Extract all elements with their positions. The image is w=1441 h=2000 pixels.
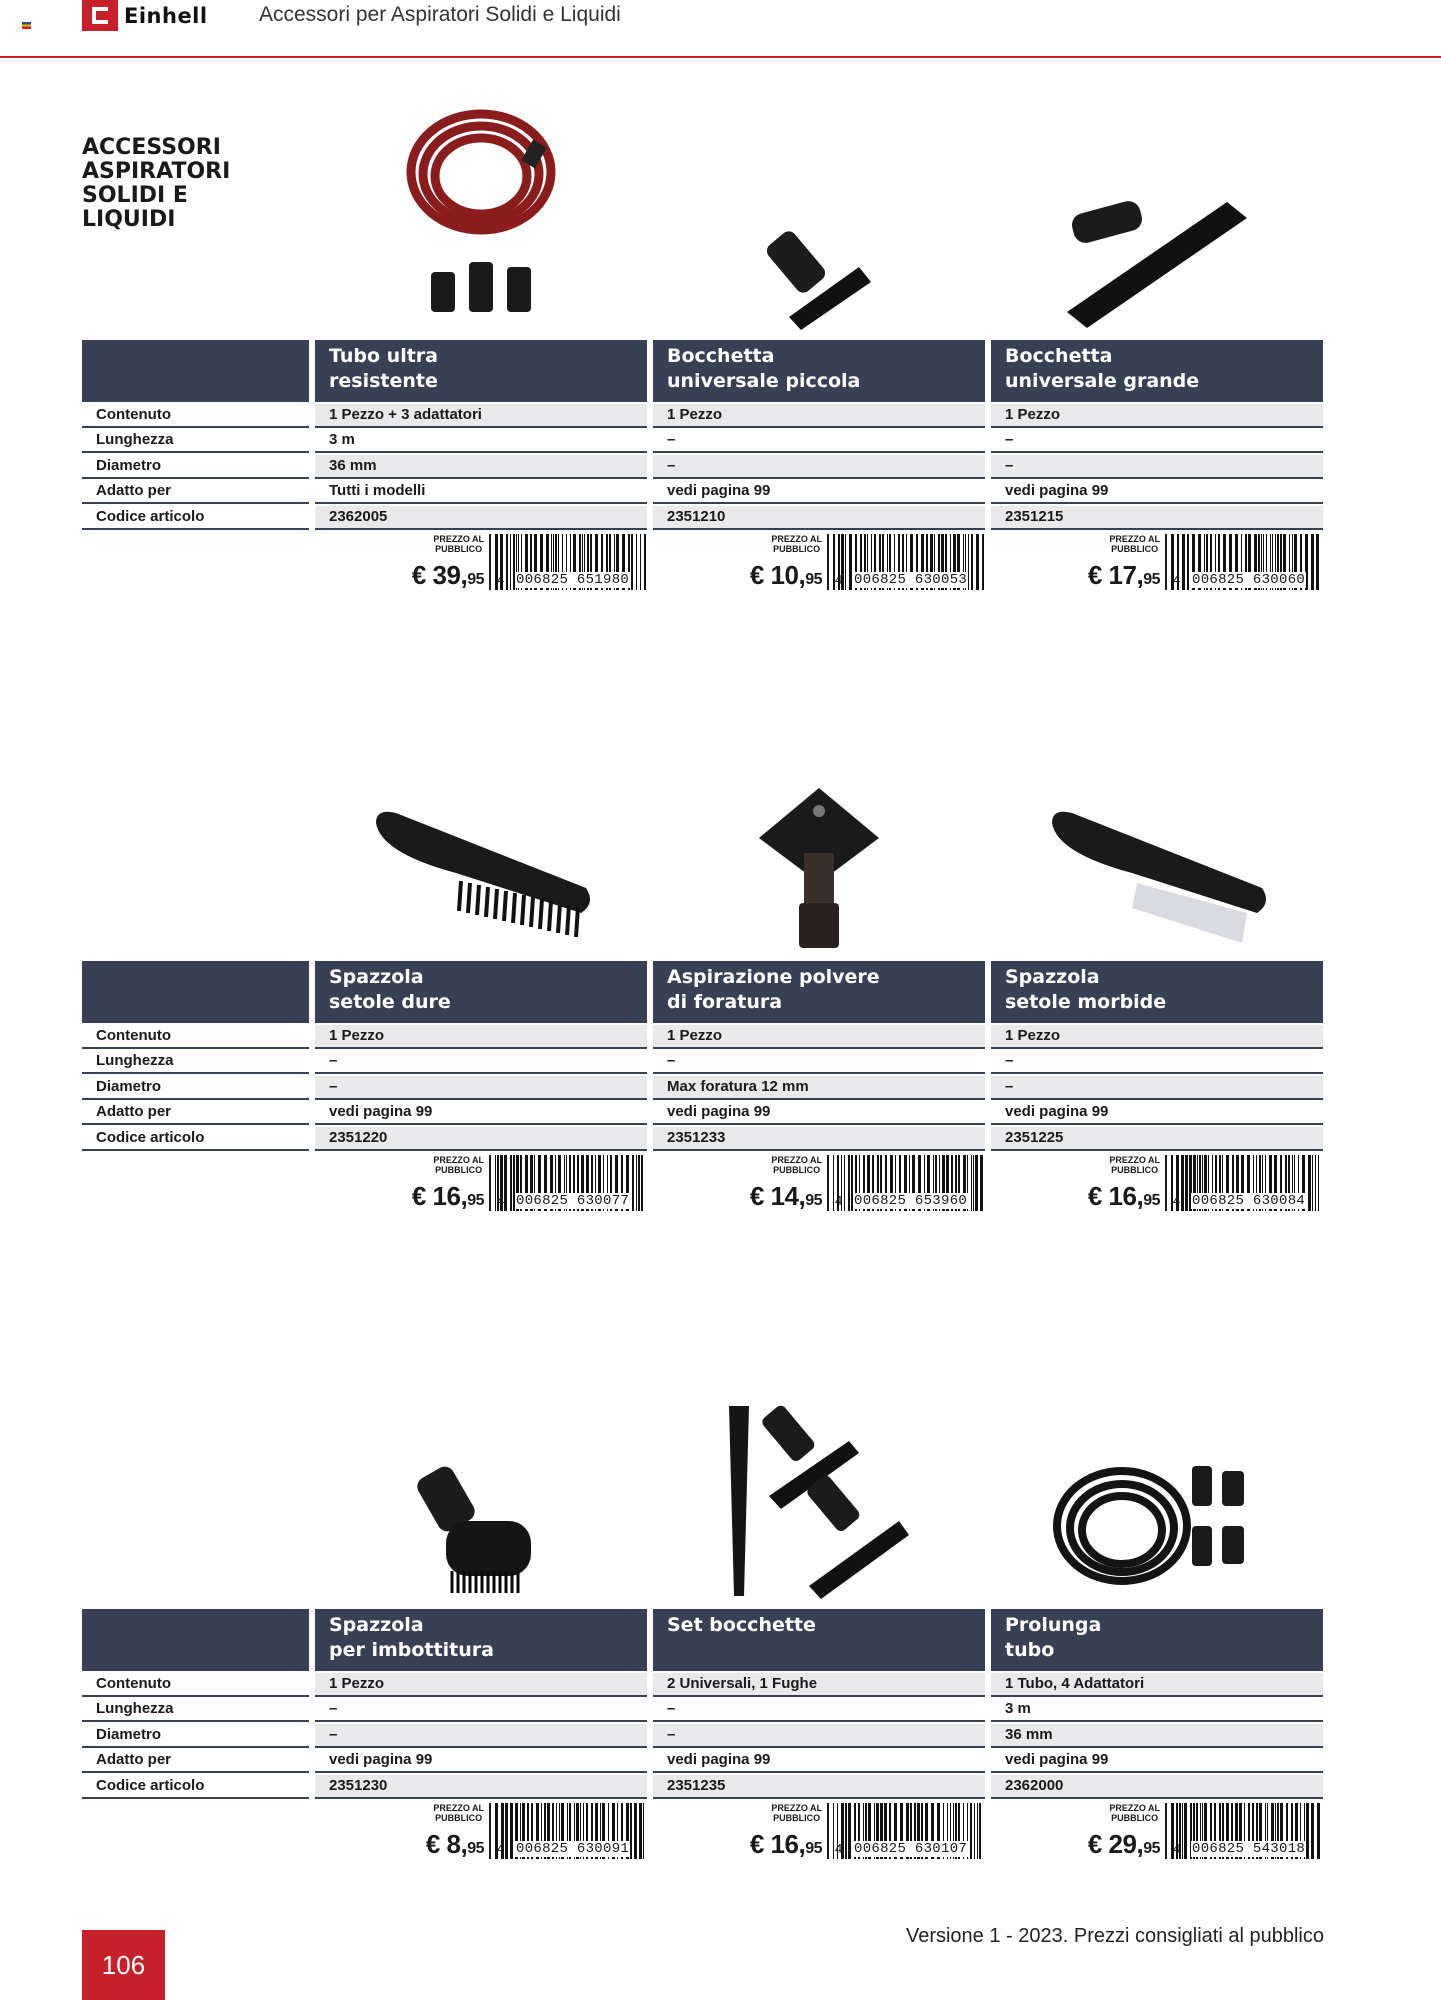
spec-value: – xyxy=(315,1050,647,1074)
spec-value: – xyxy=(653,455,985,479)
ean-digits: 006825 630091 xyxy=(516,1840,630,1857)
price-label-line: PUBBLICO xyxy=(1111,1164,1159,1175)
page-title-line: LIQUIDI xyxy=(82,207,176,232)
page-title xyxy=(82,136,302,232)
spec-value: – xyxy=(991,1050,1323,1074)
spec-value: 1 Tubo, 4 Adattatori xyxy=(991,1673,1323,1697)
spec-value: vedi pagina 99 xyxy=(653,1749,985,1773)
product-name xyxy=(653,1609,985,1671)
ean-digits: 006825 630060 xyxy=(1192,571,1306,588)
product-name xyxy=(315,1609,647,1671)
ean-first-digit: 4 xyxy=(497,1192,505,1208)
product-name xyxy=(315,340,647,402)
product-name-line: Spazzola xyxy=(329,966,424,988)
price-divider xyxy=(1165,534,1167,590)
spec-value: 2351210 xyxy=(653,506,985,530)
spec-label: Diametro xyxy=(82,1724,309,1748)
price-label-line: PREZZO AL xyxy=(1109,1154,1160,1165)
spec-value: 36 mm xyxy=(991,1724,1323,1748)
spec-value: 2351230 xyxy=(315,1775,647,1799)
spec-labels xyxy=(82,961,309,1151)
extension-hose-icon xyxy=(1047,1451,1267,1606)
spec-value: 2 Universali, 1 Fughe xyxy=(653,1673,985,1697)
price-integer: € 16, xyxy=(1087,1180,1144,1211)
price-decimal: 95 xyxy=(1143,1839,1160,1857)
ean-digits: 006825 630084 xyxy=(1192,1192,1306,1209)
spec-value: 2351235 xyxy=(653,1775,985,1799)
price-area xyxy=(991,1799,1323,1863)
spec-label: Lunghezza xyxy=(82,429,309,453)
price-integer: € 10, xyxy=(749,559,806,590)
hard-brush-icon xyxy=(366,803,596,958)
ean-first-digit: 4 xyxy=(1173,1840,1181,1856)
spec-label: Codice articolo xyxy=(82,1127,309,1151)
page-title-line: ASPIRATORI xyxy=(82,159,231,184)
einhell-logo-icon xyxy=(82,0,118,31)
product-price xyxy=(750,1829,822,1860)
price-label-line: PREZZO AL xyxy=(771,1154,822,1165)
product-name-line: Bocchetta xyxy=(1005,345,1113,367)
spec-value: Max foratura 12 mm xyxy=(653,1076,985,1100)
product-column xyxy=(991,340,1323,594)
price-area xyxy=(653,530,985,594)
price-area xyxy=(991,530,1323,594)
product-name-line: Aspirazione polvere xyxy=(667,966,880,988)
spec-value: – xyxy=(315,1724,647,1748)
spec-label: Adatto per xyxy=(82,1749,309,1773)
price-divider xyxy=(1165,1155,1167,1211)
product-column xyxy=(315,1609,647,1863)
price-area xyxy=(991,1151,1323,1215)
product-name-line: resistente xyxy=(329,370,438,392)
spec-value: 3 m xyxy=(315,429,647,453)
ean-first-digit: 4 xyxy=(1173,1192,1181,1208)
product-column xyxy=(315,340,647,594)
spec-value: 3 m xyxy=(991,1698,1323,1722)
spec-value: vedi pagina 99 xyxy=(653,1101,985,1125)
spec-label: Contenuto xyxy=(82,1025,309,1049)
spec-label: Contenuto xyxy=(82,404,309,428)
product-name-line: Prolunga xyxy=(1005,1614,1102,1636)
price-label xyxy=(433,1155,484,1175)
spec-value: 1 Pezzo xyxy=(315,1025,647,1049)
ean-digits: 006825 630053 xyxy=(854,571,968,588)
flag-icon xyxy=(22,22,31,29)
spec-value: 1 Pezzo xyxy=(315,1673,647,1697)
product-name-line: setole morbide xyxy=(1005,991,1167,1013)
product-column xyxy=(653,1609,985,1863)
product-price xyxy=(750,560,822,591)
price-label-line: PREZZO AL xyxy=(1109,533,1160,544)
price-area xyxy=(315,1799,647,1863)
footer-note: Versione 1 - 2023. Prezzi consigliati al pubblico xyxy=(905,1925,1324,1947)
price-label-line: PUBBLICO xyxy=(435,1164,483,1175)
price-decimal: 95 xyxy=(805,1191,822,1209)
upholstery-brush-icon xyxy=(416,1461,546,1606)
price-integer: € 16, xyxy=(749,1828,806,1859)
price-integer: € 29, xyxy=(1087,1828,1144,1859)
ean-digits: 006825 630077 xyxy=(516,1192,630,1209)
ean-first-digit: 4 xyxy=(1173,571,1181,587)
spec-value: – xyxy=(315,1698,647,1722)
price-area xyxy=(653,1151,985,1215)
product-column xyxy=(991,961,1323,1215)
price-integer: € 8, xyxy=(425,1828,468,1859)
spec-value: – xyxy=(653,1698,985,1722)
price-divider xyxy=(489,534,491,590)
price-label xyxy=(433,1803,484,1823)
price-divider xyxy=(827,1155,829,1211)
price-decimal: 95 xyxy=(1143,1191,1160,1209)
product-column xyxy=(315,961,647,1215)
price-label xyxy=(433,534,484,554)
spec-value: 2351220 xyxy=(315,1127,647,1151)
product-name-line: universale piccola xyxy=(667,370,861,392)
spec-value: 1 Pezzo xyxy=(991,1025,1323,1049)
product-price xyxy=(412,560,484,591)
spec-value: 36 mm xyxy=(315,455,647,479)
price-label-line: PUBBLICO xyxy=(773,543,821,554)
page-header xyxy=(0,0,1441,58)
ean-first-digit: 4 xyxy=(497,1840,505,1856)
product-name xyxy=(991,340,1323,402)
label-header-band xyxy=(82,340,309,402)
product-name-line: tubo xyxy=(1005,1639,1055,1661)
price-divider xyxy=(489,1803,491,1859)
price-decimal: 95 xyxy=(805,1839,822,1857)
product-price xyxy=(1088,1829,1160,1860)
price-integer: € 17, xyxy=(1087,559,1144,590)
price-label-line: PUBBLICO xyxy=(435,1812,483,1823)
product-name-line: Tubo ultra xyxy=(329,345,438,367)
brand-name: Einhell xyxy=(124,3,208,28)
spec-label: Codice articolo xyxy=(82,1775,309,1799)
drill-dust-icon xyxy=(749,783,889,958)
spec-value: vedi pagina 99 xyxy=(653,480,985,504)
ean-first-digit: 4 xyxy=(835,1192,843,1208)
price-label-line: PREZZO AL xyxy=(433,1802,484,1813)
spec-value: – xyxy=(653,1050,985,1074)
spec-label: Adatto per xyxy=(82,1101,309,1125)
product-column xyxy=(653,961,985,1215)
spec-value: – xyxy=(991,1076,1323,1100)
price-label xyxy=(771,1155,822,1175)
spec-value: 1 Pezzo xyxy=(653,404,985,428)
price-decimal: 95 xyxy=(467,1839,484,1857)
header-title: Accessori per Aspiratori Solidi e Liquidi xyxy=(259,3,621,26)
price-label-line: PUBBLICO xyxy=(1111,543,1159,554)
price-decimal: 95 xyxy=(467,570,484,588)
product-price xyxy=(1088,560,1160,591)
spec-value: 1 Pezzo xyxy=(653,1025,985,1049)
product-name-line: per imbottitura xyxy=(329,1639,494,1661)
price-area xyxy=(653,1799,985,1863)
spec-value: 2362000 xyxy=(991,1775,1323,1799)
product-price xyxy=(1088,1181,1160,1212)
product-price xyxy=(426,1829,484,1860)
small-nozzle-icon xyxy=(759,222,879,337)
price-label-line: PREZZO AL xyxy=(433,533,484,544)
price-decimal: 95 xyxy=(805,570,822,588)
spec-value: Tutti i modelli xyxy=(315,480,647,504)
large-nozzle-icon xyxy=(1057,182,1257,337)
product-name-line: Set bocchette xyxy=(667,1614,816,1636)
header-divider xyxy=(0,56,1441,58)
ean-digits: 006825 630107 xyxy=(854,1840,968,1857)
spec-value: vedi pagina 99 xyxy=(991,1749,1323,1773)
spec-value: – xyxy=(653,429,985,453)
product-name-line: Bocchetta xyxy=(667,345,775,367)
price-label-line: PREZZO AL xyxy=(771,1802,822,1813)
product-column xyxy=(653,340,985,594)
price-divider xyxy=(827,534,829,590)
spec-value: 1 Pezzo xyxy=(991,404,1323,428)
price-decimal: 95 xyxy=(467,1191,484,1209)
page-title-line: SOLIDI E xyxy=(82,183,188,208)
price-integer: € 14, xyxy=(749,1180,806,1211)
ean-digits: 006825 651980 xyxy=(516,571,630,588)
price-divider xyxy=(489,1155,491,1211)
ean-first-digit: 4 xyxy=(835,571,843,587)
spec-label: Codice articolo xyxy=(82,506,309,530)
price-integer: € 39, xyxy=(411,559,468,590)
product-price xyxy=(412,1181,484,1212)
price-area xyxy=(315,1151,647,1215)
brand-logo xyxy=(82,0,208,31)
product-price xyxy=(750,1181,822,1212)
price-label xyxy=(1109,1155,1160,1175)
price-divider xyxy=(1165,1803,1167,1859)
price-decimal: 95 xyxy=(1143,570,1160,588)
price-label-line: PREZZO AL xyxy=(433,1154,484,1165)
product-name xyxy=(991,961,1323,1023)
price-label-line: PREZZO AL xyxy=(771,533,822,544)
ean-first-digit: 4 xyxy=(835,1840,843,1856)
spec-value: – xyxy=(991,455,1323,479)
label-header-band xyxy=(82,961,309,1023)
spec-value: 2351233 xyxy=(653,1127,985,1151)
product-name-line: setole dure xyxy=(329,991,451,1013)
spec-value: vedi pagina 99 xyxy=(315,1101,647,1125)
product-name xyxy=(315,961,647,1023)
product-column xyxy=(991,1609,1323,1863)
price-divider xyxy=(827,1803,829,1859)
ean-digits: 006825 543018 xyxy=(1192,1840,1306,1857)
price-label-line: PUBBLICO xyxy=(773,1812,821,1823)
product-name-line: Spazzola xyxy=(329,1614,424,1636)
product-name-line: universale grande xyxy=(1005,370,1200,392)
product-name xyxy=(653,340,985,402)
spec-label: Diametro xyxy=(82,1076,309,1100)
price-label-line: PUBBLICO xyxy=(773,1164,821,1175)
page-title-line: ACCESSORI xyxy=(82,135,221,160)
price-label-line: PREZZO AL xyxy=(1109,1802,1160,1813)
spec-value: – xyxy=(315,1076,647,1100)
spec-label: Contenuto xyxy=(82,1673,309,1697)
spec-value: – xyxy=(653,1724,985,1748)
product-name xyxy=(991,1609,1323,1671)
product-name-line: Spazzola xyxy=(1005,966,1100,988)
price-area xyxy=(315,530,647,594)
ean-first-digit: 4 xyxy=(497,571,505,587)
price-label-line: PUBBLICO xyxy=(1111,1812,1159,1823)
spec-value: vedi pagina 99 xyxy=(315,1749,647,1773)
spec-label: Lunghezza xyxy=(82,1698,309,1722)
spec-value: vedi pagina 99 xyxy=(991,1101,1323,1125)
price-label xyxy=(771,1803,822,1823)
spec-label: Adatto per xyxy=(82,480,309,504)
price-label xyxy=(1109,1803,1160,1823)
spec-value: 2351215 xyxy=(991,506,1323,530)
price-integer: € 16, xyxy=(411,1180,468,1211)
spec-label: Diametro xyxy=(82,455,309,479)
spec-value: 1 Pezzo + 3 adattatori xyxy=(315,404,647,428)
spec-value: – xyxy=(991,429,1323,453)
ean-digits: 006825 653960 xyxy=(854,1192,968,1209)
page-number: 106 xyxy=(82,1930,165,2000)
spec-labels xyxy=(82,1609,309,1799)
price-label-line: PUBBLICO xyxy=(435,543,483,554)
red-hose-icon xyxy=(381,102,581,337)
product-name-line: di foratura xyxy=(667,991,783,1013)
price-label xyxy=(1109,534,1160,554)
price-label xyxy=(771,534,822,554)
spec-value: 2351225 xyxy=(991,1127,1323,1151)
nozzle-set-icon xyxy=(709,1401,929,1606)
soft-brush-icon xyxy=(1042,803,1272,958)
spec-value: vedi pagina 99 xyxy=(991,480,1323,504)
product-name xyxy=(653,961,985,1023)
spec-labels xyxy=(82,340,309,530)
label-header-band xyxy=(82,1609,309,1671)
spec-label: Lunghezza xyxy=(82,1050,309,1074)
spec-value: 2362005 xyxy=(315,506,647,530)
